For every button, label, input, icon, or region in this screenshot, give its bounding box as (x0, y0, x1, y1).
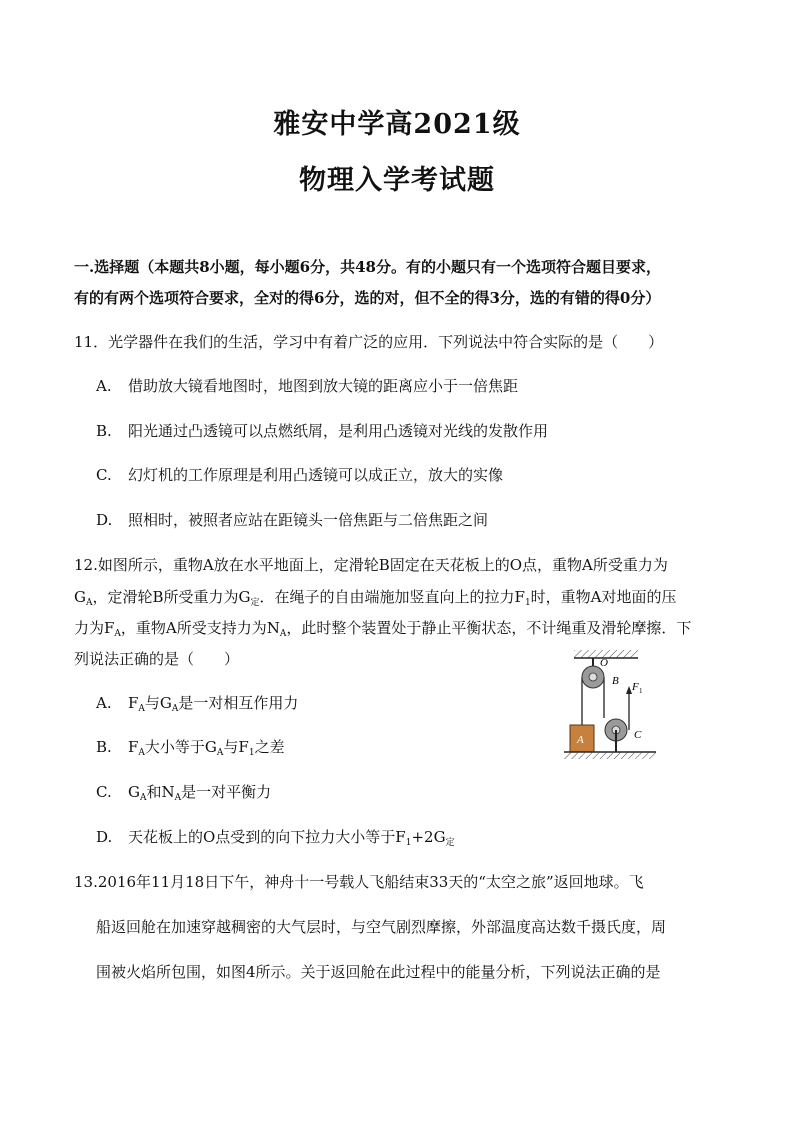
q12-option-b (96, 737, 285, 763)
label-a: A (577, 734, 584, 746)
label-f: F (632, 681, 639, 693)
option-label: C. (96, 466, 112, 484)
option-text: 幻灯机的工作原理是利用凸透镜可以成正立，放大的实像 (128, 466, 504, 484)
q13-stem-line-3: 围被火焰所包围，如图4所示。关于返回舱在此过程中的能量分析，下列说法正确的是 (96, 963, 661, 981)
q12-stem-line-3 (74, 618, 691, 644)
text: 天花板上的O点受到的向下拉力大小等于F (128, 828, 406, 846)
ground-hatch (564, 752, 656, 759)
option-label: C. (96, 783, 112, 801)
option-label: A. (96, 694, 112, 712)
text: 是一对平衡力 (181, 783, 272, 801)
pulley-b-axle (589, 673, 597, 681)
subscript: A (279, 629, 287, 639)
q12-stem-line-4: 列说法正确的是（ ） (74, 650, 240, 668)
subscript: A (171, 704, 179, 714)
option-label: B. (96, 738, 112, 756)
text: 大小等于G (144, 738, 217, 756)
option-label: B. (96, 422, 112, 440)
text: 与F (223, 738, 249, 756)
q13-stem-line-1: 13.2016年11月18日下午，神舟十一号载人飞船结束33天的“太空之旅”返回地球。飞 (74, 873, 644, 891)
q12-option-d (96, 827, 455, 853)
q11-option-d (96, 510, 488, 530)
option-text: 照相时，被照者应站在距镜头一倍焦距与二倍焦距之间 (128, 511, 489, 529)
option-text: 借助放大镜看地图时，地图到放大镜的距离应小于一倍焦距 (128, 377, 519, 395)
text: F (128, 694, 139, 712)
label-b: B (612, 675, 619, 687)
subscript: A (139, 793, 147, 803)
option-label: A. (96, 377, 112, 395)
label-f-subscript: 1 (639, 687, 643, 695)
q12-stem-line-2 (74, 587, 677, 613)
section-instructions-line-2: 有的有两个选项符合要求，全对的得6分，选的对，但不全的得3分，选的有错的得0分） (74, 289, 661, 307)
subscript: A (85, 598, 93, 608)
subscript: 1 (248, 748, 255, 758)
q12-stem-line-1: 12.如图所示，重物A放在水平地面上，定滑轮B固定在天花板上的O点，重物A所受重力为 (74, 556, 668, 574)
option-text: 阳光通过凸透镜可以点燃纸屑，是利用凸透镜对光线的发散作用 (128, 422, 549, 440)
text: 和N (146, 783, 175, 801)
subscript: A (174, 793, 182, 803)
q13-stem-line-2: 船返回舱在加速穿越稠密的大气层时，与空气剧烈摩擦，外部温度高达数千摄氏度，周 (96, 918, 667, 936)
label-c: C (634, 729, 642, 741)
q11-stem: 11．光学器件在我们的生活，学习中有着广泛的应用．下列说法中符合实际的是（ ） (74, 333, 664, 351)
subscript: A (138, 704, 145, 714)
text: 与G (144, 694, 172, 712)
section-instructions-line-1: 一.选择题（本题共8小题，每小题6分，共48分。有的小题只有一个选项符合题目要求， (74, 258, 661, 276)
label-o: O (600, 657, 608, 669)
subscript: A (216, 748, 224, 758)
text: ，此时整个装置处于静止平衡状态，不计绳重及滑轮摩擦．下 (286, 619, 692, 637)
subscript: 1 (524, 598, 531, 608)
exam-subtitle: 物理入学考试题 (299, 165, 495, 196)
q12-option-a (96, 693, 298, 719)
option-label: D. (96, 511, 113, 529)
text: 时，重物A对地面的压 (530, 588, 677, 606)
text: ，定滑轮B所受重力为G (92, 588, 251, 606)
text: +2G (411, 828, 446, 846)
exam-title: 雅安中学高2021级 (273, 109, 521, 140)
subscript: A (114, 629, 121, 639)
text: 力为F (74, 619, 115, 637)
q11-option-c (96, 465, 503, 485)
subscript: 定 (250, 598, 260, 608)
q11-option-b (96, 421, 548, 441)
text: ，重物A所受支持力为N (120, 619, 280, 637)
pulley-diagram (560, 650, 660, 762)
text: G (128, 783, 140, 801)
subscript: 定 (445, 838, 455, 848)
text: F (128, 738, 139, 756)
text: ．在绳子的自由端施加竖直向上的拉力F (259, 588, 525, 606)
text: G (74, 588, 86, 606)
q11-option-a (96, 376, 518, 396)
option-label: D. (96, 828, 113, 846)
subscript: 1 (405, 838, 412, 848)
text: 之差 (254, 738, 285, 756)
text: 是一对相互作用力 (178, 694, 299, 712)
subscript: A (138, 748, 145, 758)
q12-option-c (96, 782, 271, 808)
